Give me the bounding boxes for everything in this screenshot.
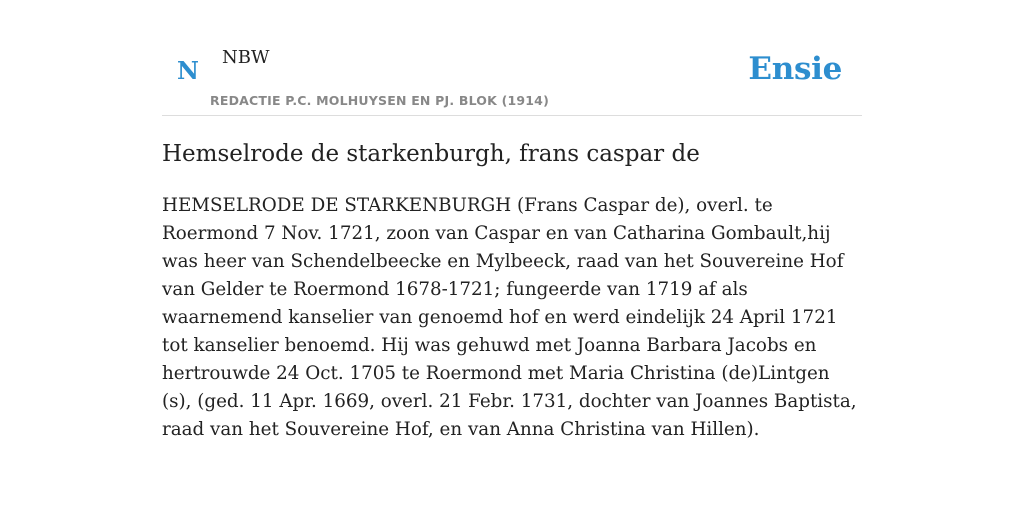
header-divider	[162, 115, 862, 116]
entry-card	[162, 0, 862, 512]
brand-logo[interactable]: Ensie	[748, 51, 842, 87]
entry-body: HEMSELRODE DE STARKENBURGH (Frans Caspar de), overl. te Roermond 7 Nov. 1721, zoon van Caspar en van Catharina Gombault,hij was heer van Schendelbeecke en Mylbeeck, raad van het Souvereine Hof van Gelder te Roermond 1678-1721; fungeerde van 1719 af als waarnemend kanselier van genoemd hof en werd eindelijk 24 April 1721 tot kanselier benoemd. Hij was gehuwd met Joanna Barbara Jacobs en hertrouwde 24 Oct. 1705 te Roermond met Maria Christina (de)Lintgen (s), (ged. 11 Apr. 1669, overl. 21 Febr. 1731, dochter van Joannes Baptista, raad van het Souvereine Hof, en van Anna Christina van Hillen).	[162, 195, 857, 440]
entry-title: Hemselrode de starkenburgh, frans caspar de	[162, 141, 700, 167]
source-editors: REDACTIE P.C. MOLHUYSEN EN PJ. BLOK (1914)	[210, 93, 549, 108]
source-name[interactable]: NBW	[222, 47, 270, 68]
source-logo-icon[interactable]: N	[177, 56, 199, 85]
